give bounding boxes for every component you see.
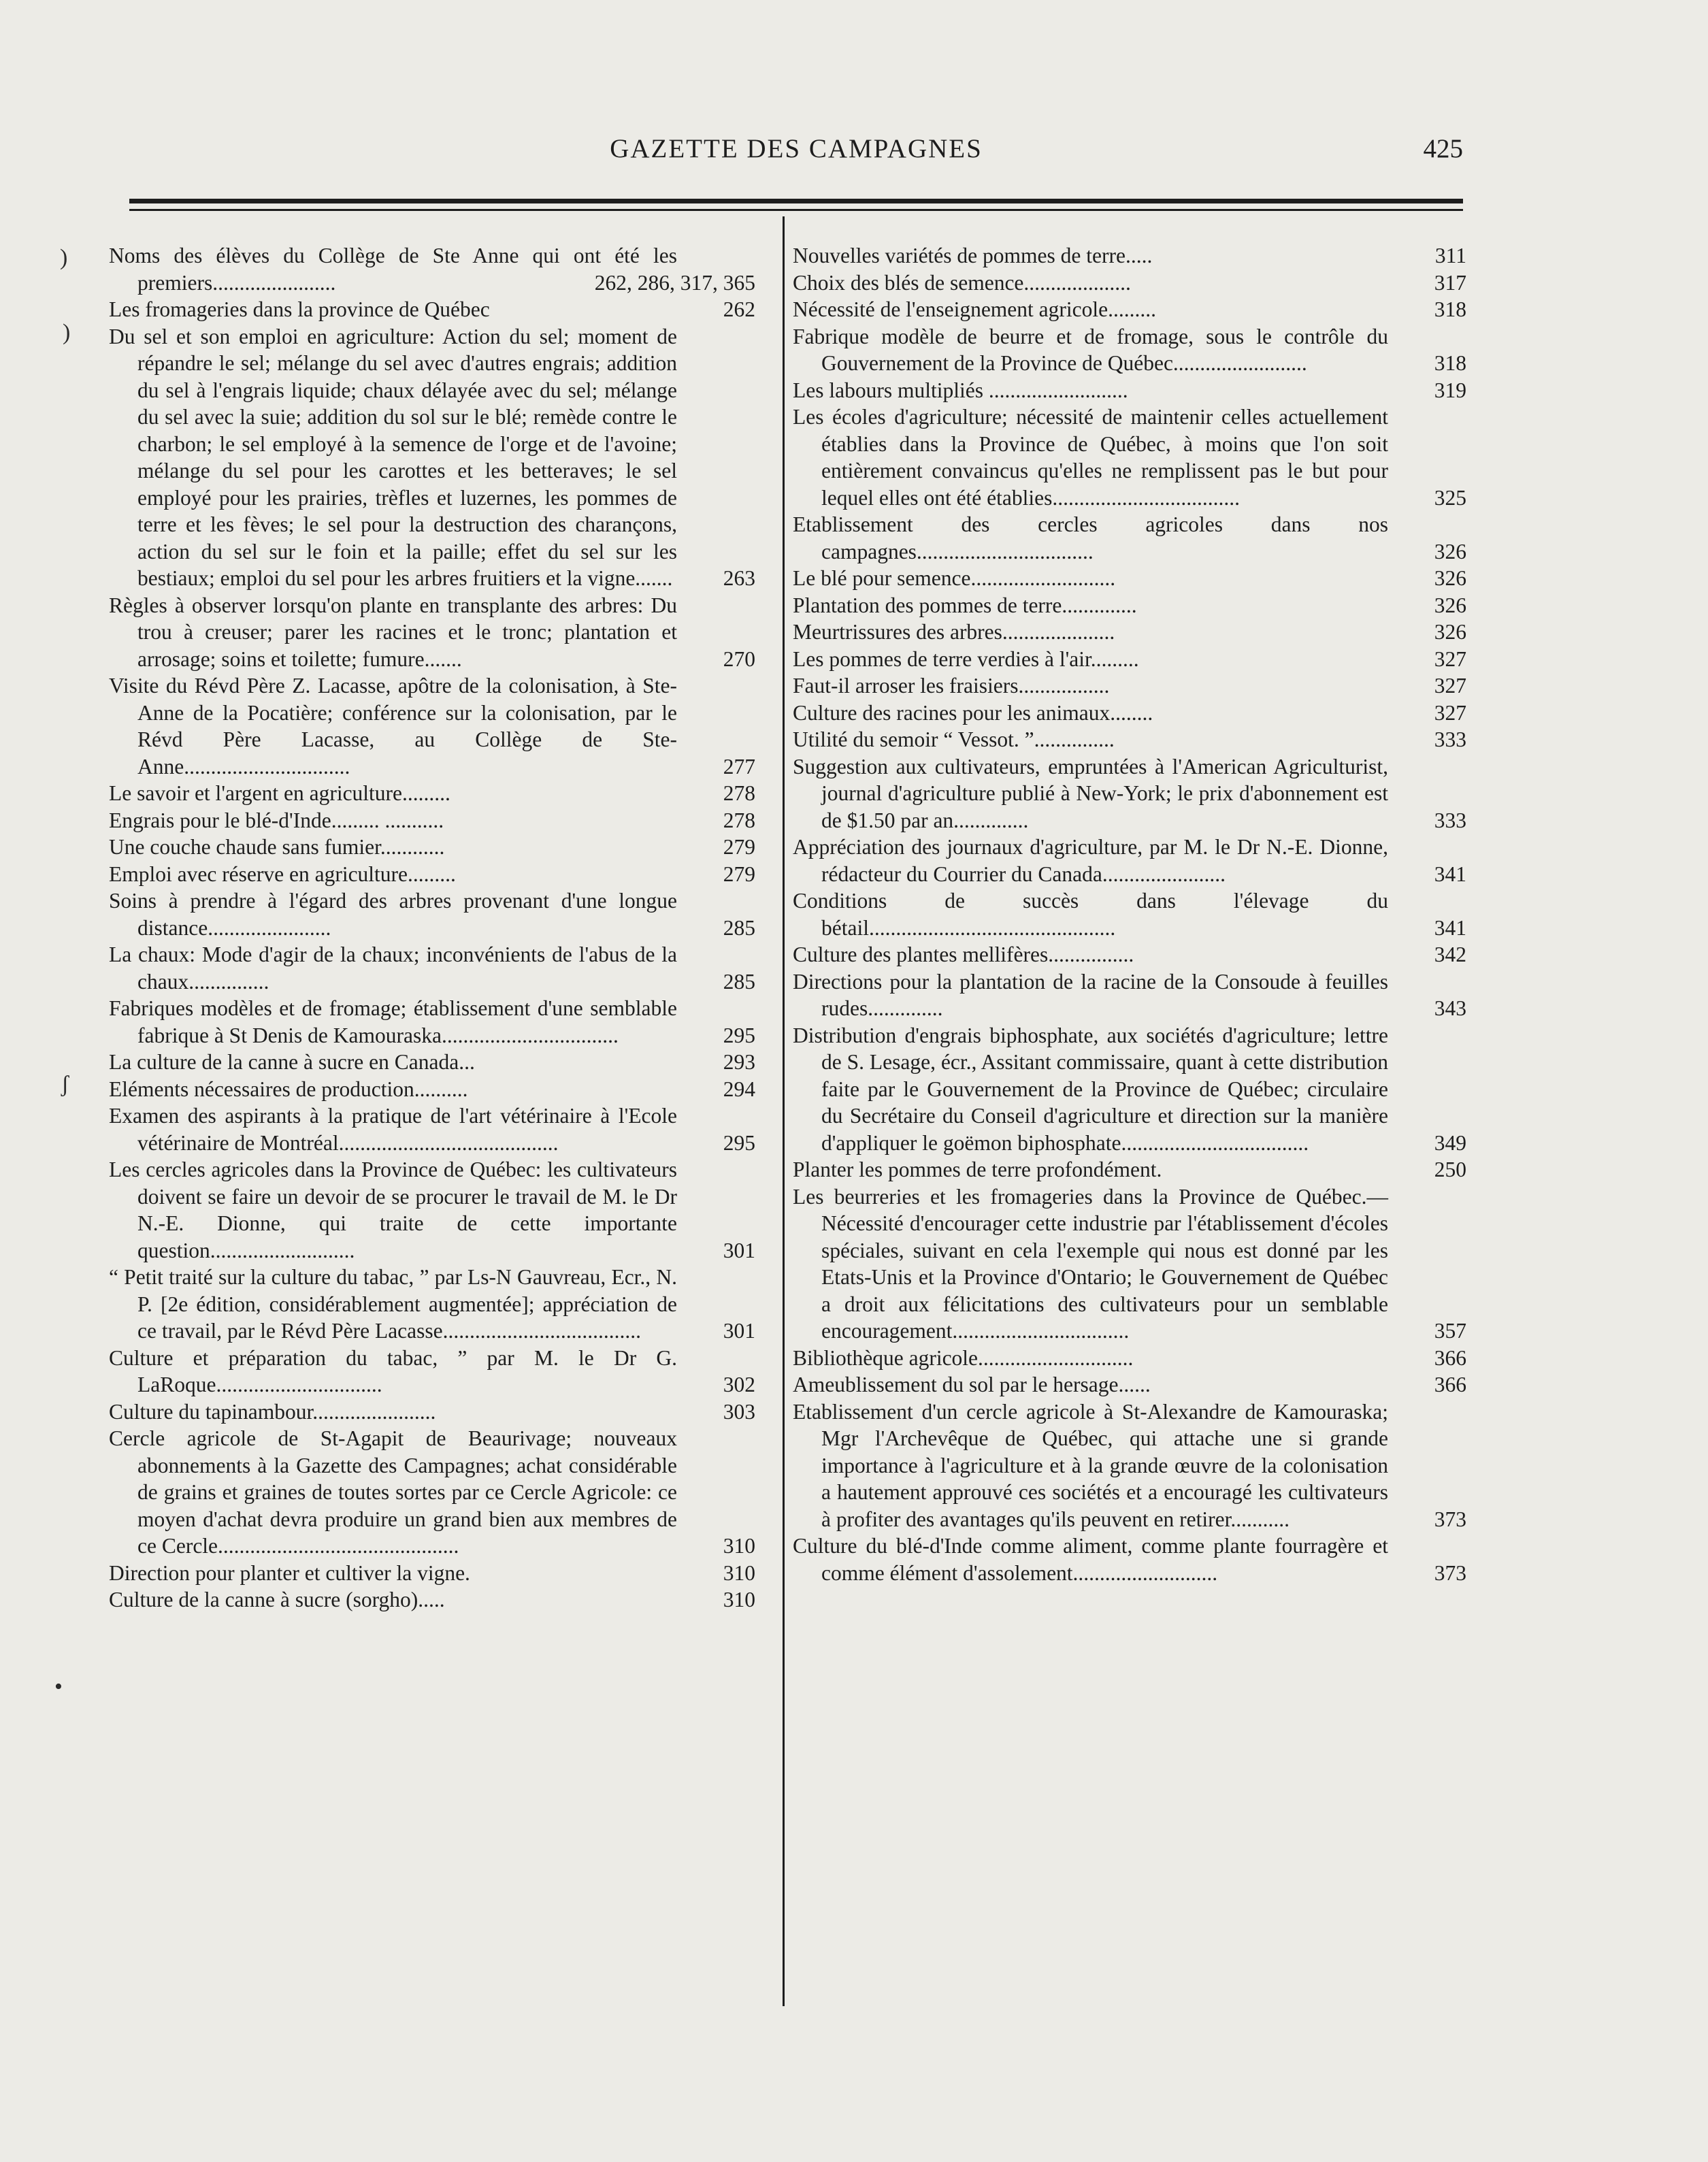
entry-text: Plantation des pommes de terre..............	[793, 593, 1137, 617]
entry-page: 295	[723, 1130, 755, 1155]
index-entry	[109, 242, 755, 296]
index-entry	[109, 941, 755, 995]
index-entry	[793, 1533, 1466, 1586]
margin-bracket-mark: )	[60, 245, 68, 270]
index-entry	[793, 941, 1466, 968]
entry-page: 278	[723, 808, 755, 832]
entry-text: Culture des racines pour les animaux........	[793, 700, 1153, 725]
entry-text: Les fromageries dans la province de Québec	[109, 297, 490, 321]
entry-page: 285	[723, 969, 755, 994]
entry-text: Culture de la canne à sucre (sorgho).....	[109, 1588, 445, 1611]
index-column-right	[793, 242, 1466, 1586]
entry-text: Fabrique modèle de beurre et de fromage, sous le contrôle du Gouvernement de la Province de Québec.........................	[793, 324, 1388, 375]
index-entry	[793, 1398, 1466, 1533]
entry-page: 333	[1434, 808, 1466, 832]
index-entry	[793, 619, 1466, 646]
entry-text: Le blé pour semence...........................	[793, 566, 1116, 590]
index-entry	[109, 1156, 755, 1264]
index-entry	[793, 753, 1466, 834]
index-entry	[109, 296, 755, 323]
entry-page: 326	[1434, 620, 1466, 644]
index-entry	[793, 1371, 1466, 1398]
index-entry	[793, 592, 1466, 619]
entry-text: Bibliothèque agricole.............................	[793, 1345, 1134, 1370]
entry-page: 341	[1434, 862, 1466, 886]
entry-page: 295	[723, 1023, 755, 1047]
entry-page: 311	[1434, 244, 1466, 267]
entry-page: 303	[723, 1399, 755, 1424]
entry-text: Nouvelles variétés de pommes de terre.....	[793, 244, 1153, 267]
entry-page: 342	[1434, 943, 1466, 966]
margin-bracket-mark: )	[63, 320, 71, 345]
entry-page: 310	[723, 1560, 755, 1585]
entry-text: Visite du Révd Père Z. Lacasse, apôtre de la colonisation, à Ste-Anne de la Pocatière; conférence sur la colonisation, par le Révd Père Lacasse, au Collège de Ste-Anne...............................	[109, 674, 677, 779]
index-entry	[109, 780, 755, 807]
margin-dot-mark: •	[54, 1674, 63, 1699]
entry-text: Les écoles d'agriculture; nécessité de maintenir celles actuellement établies dans la Province de Québec, à moins que l'on soit entièrement convaincus qu'elles ne remplissent pas le but pour lequel elles ont été établies...................................	[793, 405, 1388, 510]
entry-page: 278	[723, 781, 755, 805]
entry-text: Emploi avec réserve en agriculture.........	[109, 862, 456, 886]
entry-text: Appréciation des journaux d'agriculture, par M. le Dr N.-E. Dionne, rédacteur du Courrier du Canada.......................	[793, 835, 1388, 886]
index-entry	[109, 861, 755, 888]
header-rule-thin	[129, 209, 1463, 211]
entry-text: Les cercles agricoles dans la Province de Québec: les cultivateurs doivent se faire un devoir de se procurer le travail de M. le Dr N.-E. Dionne, qui traite de cette importante question...........................	[109, 1158, 677, 1262]
index-entry	[793, 565, 1466, 592]
index-entry	[793, 1183, 1466, 1345]
entry-page: 327	[1434, 700, 1466, 725]
index-entry	[793, 323, 1466, 377]
entry-text: Les beurreries et les fromageries dans la Province de Québec.—Nécessité d'encourager cette industrie par l'établissement d'écoles spéciales, suivant en cela l'exemple qui nous est donné par les Etats-Unis et la Province d'Ontario; le Gouvernement de Québec a droit aux félicitations des cultivateurs pour un semblable encouragement.................................	[793, 1184, 1388, 1343]
entry-text: La chaux: Mode d'agir de la chaux; inconvénients de l'abus de la chaux...............	[109, 943, 677, 994]
index-entry	[109, 1425, 755, 1560]
index-entry	[109, 1586, 755, 1614]
index-entry	[793, 726, 1466, 753]
entry-text: Examen des aspirants à la pratique de l'art vétérinaire à l'Ecole vétérinaire de Montréal.........................................	[109, 1104, 677, 1155]
entry-page: 326	[1434, 566, 1466, 590]
entry-text: Faut-il arroser les fraisiers.................	[793, 674, 1110, 698]
entry-text: Etablissement des cercles agricoles dans nos campagnes.................................	[793, 512, 1388, 563]
index-entry	[109, 807, 755, 834]
entry-text: Noms des élèves du Collège de Ste Anne qui ont été les premiers.......................	[109, 244, 677, 295]
entry-text: Nécessité de l'enseignement agricole.........	[793, 297, 1156, 321]
entry-text: Fabriques modèles et de fromage; établissement d'une semblable fabrique à St Denis de Kamouraska.................................	[109, 996, 677, 1047]
entry-page: 327	[1434, 646, 1466, 671]
index-entry	[109, 995, 755, 1049]
index-entry	[793, 269, 1466, 297]
index-entry	[793, 834, 1466, 887]
index-entry	[109, 1398, 755, 1426]
index-entry	[109, 323, 755, 592]
entry-page: 294	[723, 1077, 755, 1101]
entry-text: Conditions de succès dans l'élevage du bétail..............................................	[793, 889, 1388, 940]
entry-text: Engrais pour le blé-d'Inde......... ...........	[109, 808, 444, 832]
index-entry	[793, 242, 1466, 269]
entry-page: 310	[723, 1534, 755, 1558]
index-entry	[793, 646, 1466, 673]
index-entry	[109, 887, 755, 941]
entry-page: 279	[723, 862, 755, 886]
index-column-left	[109, 242, 755, 1614]
entry-text: Soins à prendre à l'égard des arbres provenant d'une longue distance.......................	[109, 889, 677, 940]
index-entry	[793, 511, 1466, 565]
entry-page: 319	[1434, 378, 1466, 402]
entry-page: 270	[723, 646, 755, 671]
entry-page: 318	[1434, 351, 1466, 375]
entry-text: Culture du blé-d'Inde comme aliment, comme plante fourragère et comme élément d'assolement...........................	[793, 1534, 1388, 1585]
entry-text: Choix des blés de semence....................	[793, 270, 1131, 295]
entry-page: 343	[1434, 996, 1466, 1020]
entry-text: Distribution d'engrais biphosphate, aux sociétés d'agriculture; lettre de S. Lesage, écr., Assitant commissaire, quant à cette distribution faite par le Gouvernement de la Province de Québec; circulaire du Secrétaire du Conseil d'agriculture et direction sur la manière d'appliquer le goëmon biphosphate...................................	[793, 1023, 1388, 1155]
entry-page: 317	[1434, 270, 1466, 295]
entry-text: Culture des plantes mellifères................	[793, 943, 1134, 966]
index-entry	[793, 672, 1466, 700]
index-entry	[109, 592, 755, 673]
entry-page: 326	[1434, 539, 1466, 563]
entry-text: Suggestion aux cultivateurs, empruntées à l'American Agriculturist, journal d'agriculture publié à New-York; le prix d'abonnement est de $1.50 par an..............	[793, 754, 1388, 832]
entry-page: 263	[723, 566, 755, 590]
entry-text: Le savoir et l'argent en agriculture.........	[109, 781, 450, 805]
entry-text: Directions pour la plantation de la racine de la Consoude à feuilles rudes..............	[793, 969, 1388, 1020]
index-entry	[109, 834, 755, 861]
entry-page: 301	[723, 1319, 755, 1343]
entry-page: 325	[1434, 485, 1466, 510]
entry-text: Règles à observer lorsqu'on plante en transplante des arbres: Du trou à creuser; parer les racines et le tronc; plantation et arrosage; soins et toilette; fumure.......	[109, 593, 677, 671]
entry-text: Direction pour planter et cultiver la vigne.	[109, 1560, 470, 1585]
index-entry	[109, 1076, 755, 1103]
index-entry	[793, 1022, 1466, 1157]
entry-page: 357	[1434, 1319, 1466, 1343]
entry-page: 373	[1434, 1507, 1466, 1531]
entry-page: 302	[723, 1373, 755, 1396]
entry-page: 326	[1434, 593, 1466, 617]
index-entry	[793, 968, 1466, 1022]
entry-page: 341	[1434, 915, 1466, 940]
entry-text: Etablissement d'un cercle agricole à St-Alexandre de Kamouraska; Mgr l'Archevêque de Québec, qui attache une si grande importance à l'agriculture et à la grande œuvre de la colonisation a hautement approuvé ces sociétés et a encouragé les cultivateurs à profiter des avantages qu'ils peuvent en retirer...........	[793, 1399, 1388, 1531]
entry-text: “ Petit traité sur la culture du tabac, ” par Ls-N Gauvreau, Ecr., N. P. [2e édition, considérablement augmentée]; appréciation de ce travail, par le Révd Père Lacasse.....................................	[109, 1265, 677, 1343]
index-entry	[793, 404, 1466, 511]
entry-page: 333	[1434, 727, 1466, 751]
margin-pencil-mark: ʃ	[61, 1072, 69, 1097]
entry-text: Utilité du semoir “ Vessot. ”...............	[793, 727, 1115, 751]
index-entry	[793, 887, 1466, 941]
index-entry	[109, 1049, 755, 1076]
entry-text: Les labours multipliés ..........................	[793, 378, 1128, 402]
entry-text: Culture et préparation du tabac, ” par M. le Dr G. LaRoque...............................	[109, 1345, 677, 1396]
entry-text: Eléments nécessaires de production..........	[109, 1077, 468, 1101]
entry-page: 318	[1434, 297, 1466, 321]
entry-page: 293	[723, 1050, 755, 1074]
entry-page: 279	[723, 835, 755, 859]
index-entry	[793, 1156, 1466, 1183]
entry-page: 310	[723, 1588, 755, 1611]
entry-text: La culture de la canne à sucre en Canada...	[109, 1050, 475, 1074]
index-entry	[793, 700, 1466, 727]
entry-page: 277	[723, 754, 755, 779]
header-rule-thick	[129, 199, 1463, 203]
index-entry	[109, 1102, 755, 1156]
column-divider	[783, 216, 785, 2006]
entry-page: 262	[723, 297, 755, 321]
page-number: 425	[1423, 134, 1463, 163]
entry-text: Culture du tapinambour.......................	[109, 1399, 436, 1424]
entry-text: Cercle agricole de St-Agapit de Beaurivage; nouveaux abonnements à la Gazette des Campagnes; achat considérable de grains et graines de toutes sortes par ce Cercle Agricole: ce moyen d'achat devra produire un grand bien aux membres de ce Cercle.............................................	[109, 1426, 677, 1558]
index-entry	[793, 377, 1466, 404]
page-header	[129, 133, 1463, 174]
entry-text: Planter les pommes de terre profondément.	[793, 1158, 1162, 1181]
entry-page: 250	[1434, 1158, 1466, 1181]
index-entry	[793, 1345, 1466, 1372]
running-title: GAZETTE DES CAMPAGNES	[610, 134, 983, 163]
entry-text: Ameublissement du sol par le hersage......	[793, 1373, 1151, 1396]
index-entry	[109, 1264, 755, 1345]
entry-page: 366	[1434, 1345, 1466, 1370]
entry-page: 349	[1434, 1130, 1466, 1155]
entry-page: 327	[1434, 674, 1466, 698]
entry-page: 285	[723, 915, 755, 940]
entry-page: 373	[1434, 1560, 1466, 1585]
index-entry	[793, 296, 1466, 323]
index-entry	[109, 672, 755, 780]
entry-text: Meurtrissures des arbres.....................	[793, 620, 1115, 644]
index-entry	[109, 1560, 755, 1587]
entry-text: Une couche chaude sans fumier............	[109, 835, 445, 859]
entry-page: 366	[1434, 1373, 1466, 1396]
entry-text: Du sel et son emploi en agriculture: Action du sel; moment de répandre le sel; mélange du sel avec d'autres engrais; addition du sel à l'engrais liquide; chaux délayée avec du sel; mélange du sel avec la suie; addition du sol sur le blé; remède contre le charbon; le sel employé à la semence de l'orge et de l'avoine; mélange du sel pour les carottes et les betteraves; le sel employé pour les prairies, trèfles et luzernes, les pommes de terre et les fèves; le sel pour la destruction des charançons, action du sel sur le foin et la paille; effet du sel sur les bestiaux; emploi du sel pour les arbres fruitiers et la vigne.......	[109, 324, 677, 590]
entry-text: Les pommes de terre verdies à l'air.........	[793, 646, 1139, 671]
index-entry	[109, 1345, 755, 1398]
entry-page: 262, 286, 317, 365	[594, 270, 755, 295]
entry-page: 301	[723, 1238, 755, 1262]
